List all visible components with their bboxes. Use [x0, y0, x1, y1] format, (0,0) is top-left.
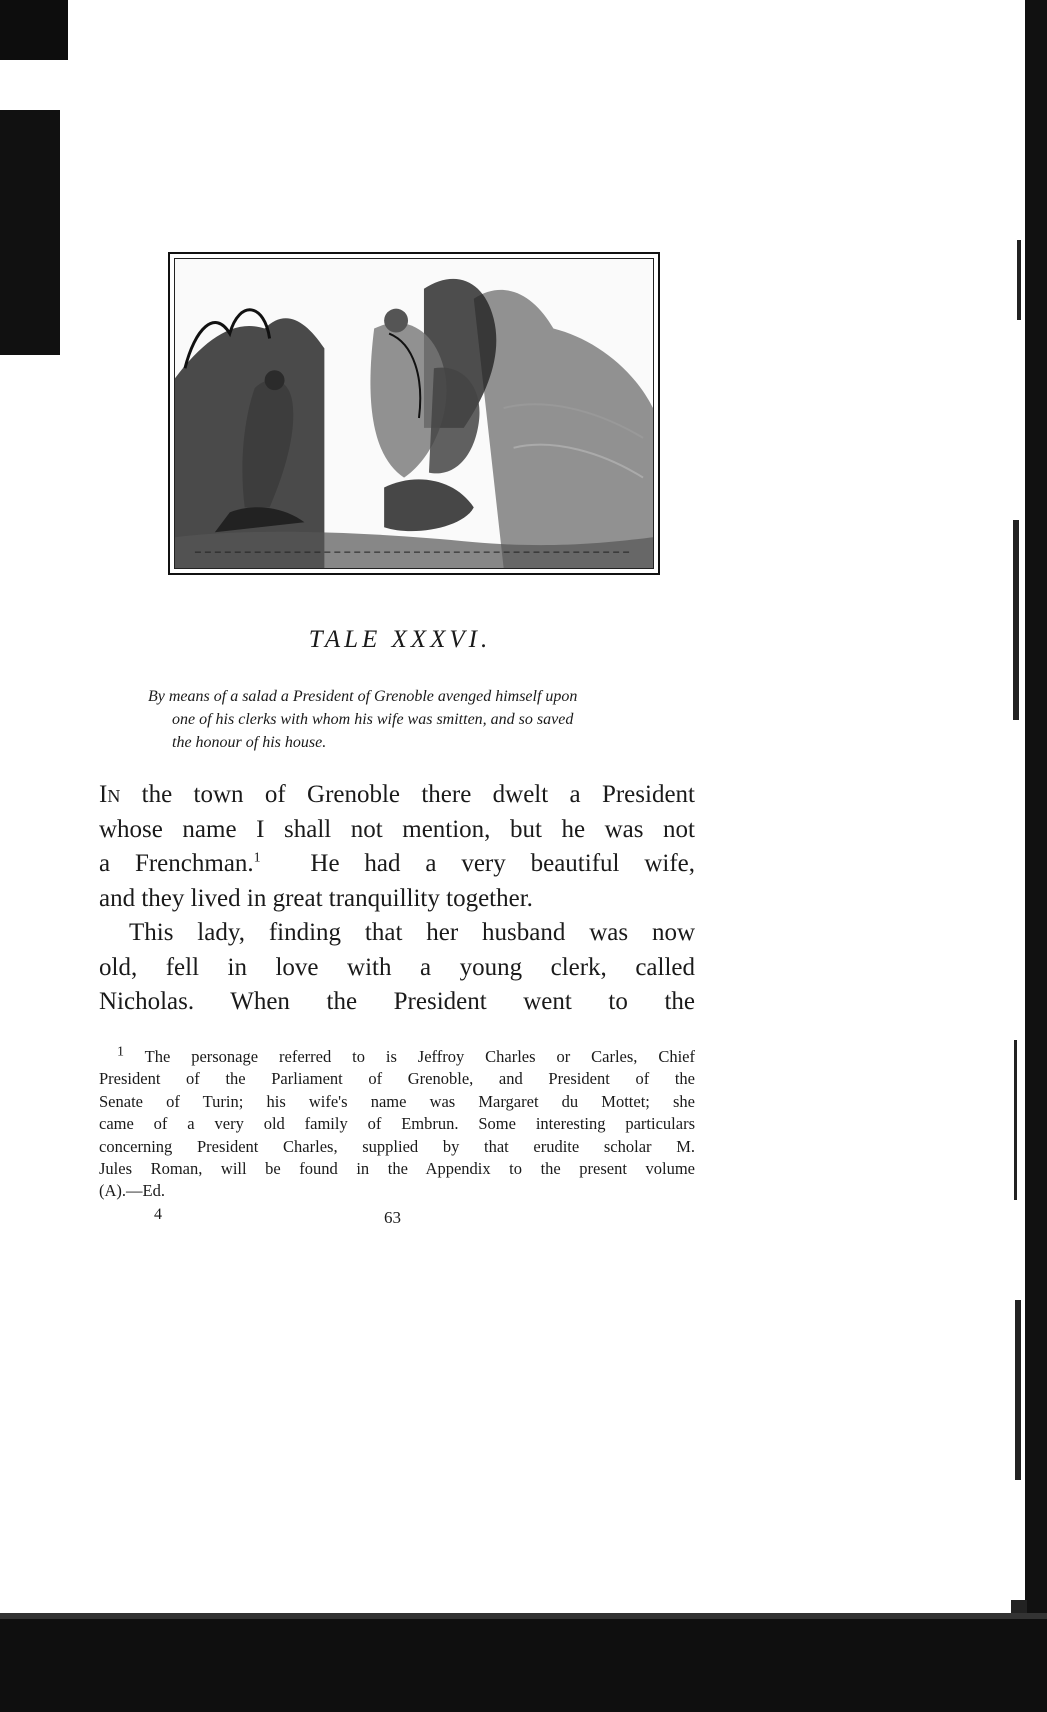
- body-line: and they lived in great tranquillity together.: [99, 884, 533, 912]
- argument-line: By means of a salad a President of Grenoble avenged himself upon: [148, 688, 578, 705]
- body-line: whose name I shall not mention, but he was not: [99, 815, 695, 843]
- footnote-line: Jules Roman, will be found in the Appendix to the present volume: [99, 1159, 695, 1179]
- body-line: This lady, finding that her husband was now: [129, 919, 695, 946]
- body-text: [99, 778, 695, 1020]
- footnote-reference: 1: [253, 850, 261, 866]
- signature-mark: 4: [154, 1206, 162, 1223]
- scan-left-edge-artifact: [0, 0, 72, 360]
- footnote: [99, 1046, 695, 1203]
- footnote-line: $^1$ The personage referred to is Jeffroy Charles or Carles, Chief: [117, 1044, 695, 1066]
- footnote-marker: 1: [117, 1044, 124, 1060]
- tale-title: TALE XXXVI.: [308, 626, 492, 653]
- body-line: Nicholas. When the President went to the: [99, 988, 695, 1015]
- body-line: In the town of Grenoble there dwelt a President: [99, 781, 695, 808]
- tale-argument: [148, 685, 700, 754]
- footnote-line: (A).—Ed.: [99, 1181, 165, 1201]
- body-line: a Frenchman.$^1$ He had a very beautiful wife,: [99, 850, 696, 877]
- scan-bottom-edge-artifact: [0, 1616, 1047, 1712]
- body-line: old, fell in love with a young clerk, called: [99, 953, 695, 981]
- argument-line: the honour of his house.: [172, 734, 327, 751]
- footnote-line: Senate of Turin; his wife's name was Margaret du Mottet; she: [99, 1091, 695, 1111]
- footnote-line: concerning President Charles, supplied by that erudite scholar M.: [99, 1136, 695, 1156]
- engraving-illustration: [168, 252, 660, 575]
- engraving-picture: [175, 259, 653, 568]
- page-number: 63: [384, 1208, 401, 1227]
- argument-line: one of his clerks with whom his wife was smitten, and so saved: [172, 711, 574, 728]
- footnote-line: President of the Parliament of Grenoble, and President of the: [99, 1069, 695, 1089]
- footnote-line: came of a very old family of Embrun. Some interesting particulars: [99, 1114, 695, 1134]
- scan-right-edge-artifact: [987, 0, 1047, 1712]
- dropcap-word: In: [99, 781, 121, 808]
